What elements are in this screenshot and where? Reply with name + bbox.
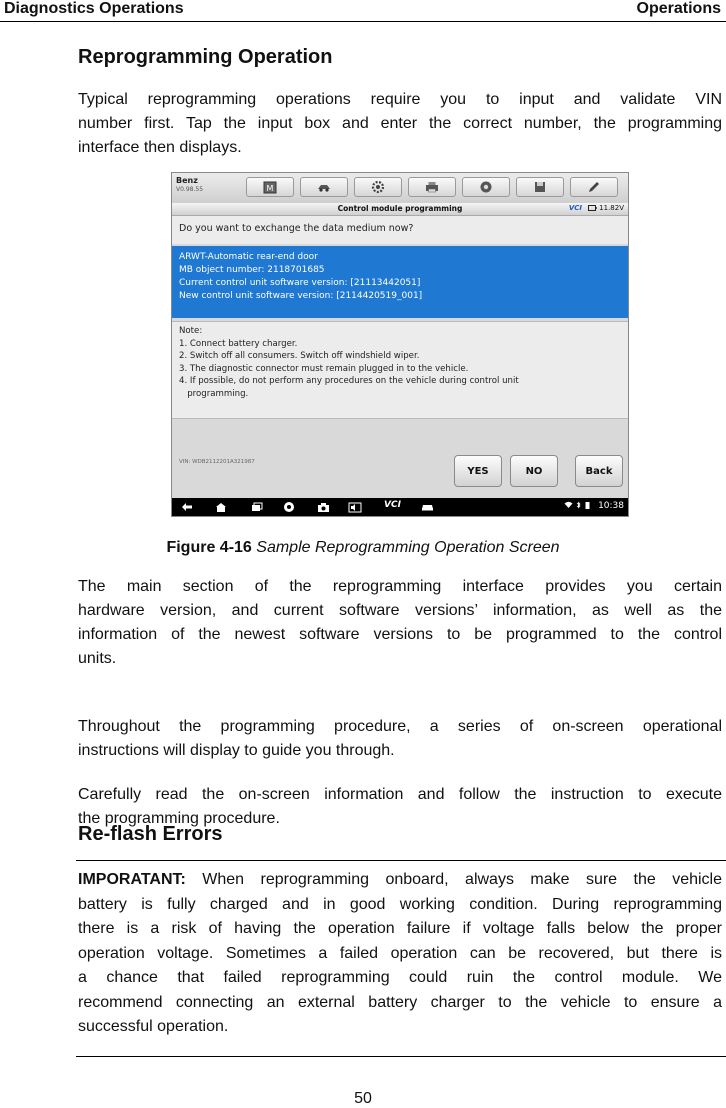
browser-icon: [283, 501, 295, 513]
text-line: The main section of the reprogramming interface provides you certain: [78, 578, 722, 595]
figure-label: Figure 4-16: [166, 539, 252, 556]
important-first-line: When reprogramming onboard, always make sure the vehicle: [202, 871, 722, 888]
toolbar: [172, 173, 628, 203]
help-button[interactable]: [462, 177, 510, 197]
reprogramming-screenshot: [171, 172, 629, 517]
volume-icon: [348, 502, 362, 513]
brand-version: V0.98.55: [176, 186, 204, 193]
vin-label: VIN: WDB2112201A321987: [179, 459, 255, 465]
vehicle-nav-button[interactable]: [420, 500, 434, 514]
note-line: 1. Connect battery charger.: [179, 338, 298, 349]
no-button[interactable]: NO: [510, 455, 558, 487]
home-button[interactable]: [246, 177, 294, 197]
back-nav-button[interactable]: [180, 500, 194, 514]
page-header: [0, 0, 726, 22]
question-text: Do you want to exchange the data medium now?: [179, 223, 414, 234]
print-icon: [425, 180, 439, 194]
text-line: a chance that failed reprogramming could ruin the control module. We: [78, 969, 722, 986]
text-line: the programming procedure.: [78, 810, 280, 827]
vci-nav-label: VCI: [384, 500, 401, 510]
browser-button[interactable]: [282, 500, 296, 514]
battery-status-icon: [585, 501, 590, 509]
figure-title: Sample Reprogramming Operation Screen: [256, 539, 560, 556]
vehicle-swap-icon: [316, 180, 332, 194]
figure-caption: [0, 539, 726, 557]
important-top-rule: [76, 860, 726, 861]
settings-icon: [371, 180, 385, 194]
screen-title-bar: [172, 203, 628, 216]
section-title-reflash-errors: Re-flash Errors: [78, 823, 223, 845]
text-line: Throughout the programming procedure, a series of on-screen operational: [78, 718, 722, 735]
yes-button[interactable]: YES: [454, 455, 502, 487]
intro-paragraph: [78, 88, 722, 160]
wifi-icon: [564, 501, 573, 509]
clock: 10:38: [598, 501, 624, 511]
text-line: Carefully read the on-screen information and follow the instruction to execute: [78, 786, 722, 803]
important-notice: [78, 868, 722, 1040]
text-line: there is a risk of having the operation failure if voltage falls below the proper: [78, 920, 722, 937]
note-line: Note:: [179, 326, 203, 336]
car-icon: [421, 502, 434, 512]
info-line: Current control unit software version: [21113442051]: [179, 278, 421, 288]
settings-button[interactable]: [354, 177, 402, 197]
bluetooth-icon: [576, 501, 581, 509]
home-icon: [262, 180, 278, 194]
edit-button[interactable]: [570, 177, 618, 197]
note-line: programming.: [179, 388, 249, 399]
brand-label: [176, 176, 203, 194]
note-line: 4. If possible, do not perform any procedures on the vehicle during control unit: [179, 376, 519, 386]
text-line: number first. Tap the input box and enter the correct number, the programming: [78, 115, 722, 132]
text-line: units.: [78, 650, 117, 667]
text-line: instructions will display to guide you through.: [78, 742, 395, 759]
description-paragraph: [78, 575, 722, 671]
text-line: hardware version, and current software versions’ information, as well as the: [78, 602, 722, 619]
home-nav-icon: [215, 502, 227, 513]
android-nav-bar: [172, 498, 628, 516]
voltage-value: 11.82V: [599, 204, 624, 212]
question-panel: [172, 216, 628, 244]
battery-icon: [588, 205, 597, 211]
save-button[interactable]: [516, 177, 564, 197]
camera-icon: [317, 502, 330, 513]
important-bottom-rule: [76, 1056, 726, 1057]
procedure-paragraph: [78, 715, 722, 763]
text-line: recommend connecting an external battery charger to the vehicle to ensure a: [78, 993, 722, 1011]
screen-title: Control module programming: [337, 204, 463, 213]
print-button[interactable]: [408, 177, 456, 197]
text-line: successful operation.: [78, 1018, 229, 1035]
recent-apps-button[interactable]: [250, 500, 264, 514]
volume-button[interactable]: [348, 500, 362, 514]
help-icon: [479, 180, 493, 194]
brand-name: Benz: [176, 176, 198, 185]
back-arrow-icon: [181, 502, 193, 512]
note-panel: [172, 321, 628, 419]
info-line: ARWT-Automatic rear-end door: [179, 252, 318, 262]
text-line: [78, 868, 722, 893]
battery-voltage: [588, 204, 624, 212]
action-area: [172, 419, 628, 497]
text-line: Typical reprogramming operations require you to input and validate VIN: [78, 91, 722, 108]
text-line: battery is fully charged and in good working condition. During reprogramming: [78, 895, 722, 913]
section-title-reprogramming: Reprogramming Operation: [78, 46, 333, 68]
text-line: information of the newest software versions to be programmed to the control: [78, 626, 722, 643]
page-number: 50: [354, 1090, 372, 1107]
status-icons: [564, 501, 590, 511]
home-nav-button[interactable]: [214, 500, 228, 514]
camera-button[interactable]: [316, 500, 330, 514]
info-line: MB object number: 2118701685: [179, 265, 325, 275]
edit-icon: [587, 180, 601, 194]
important-label: IMPORATANT:: [78, 871, 186, 888]
module-info-panel: [172, 246, 628, 318]
note-line: 2. Switch off all consumers. Switch off windshield wiper.: [179, 351, 420, 361]
note-line: 3. The diagnostic connector must remain plugged in to the vehicle.: [179, 363, 469, 374]
back-button[interactable]: Back: [575, 455, 623, 487]
save-icon: [533, 180, 547, 194]
info-line: New control unit software version: [2114420519_001]: [179, 291, 423, 301]
vehicle-swap-button[interactable]: [300, 177, 348, 197]
text-line: interface then displays.: [78, 139, 242, 156]
vci-indicator: VCI: [568, 204, 582, 212]
header-chapter: Diagnostics Operations: [4, 0, 184, 17]
text-line: operation voltage. Sometimes a failed operation can be recovered, but there is: [78, 944, 722, 962]
svg-text:M: M: [266, 184, 274, 193]
recent-apps-icon: [251, 502, 263, 512]
header-section: Operations: [636, 0, 721, 17]
